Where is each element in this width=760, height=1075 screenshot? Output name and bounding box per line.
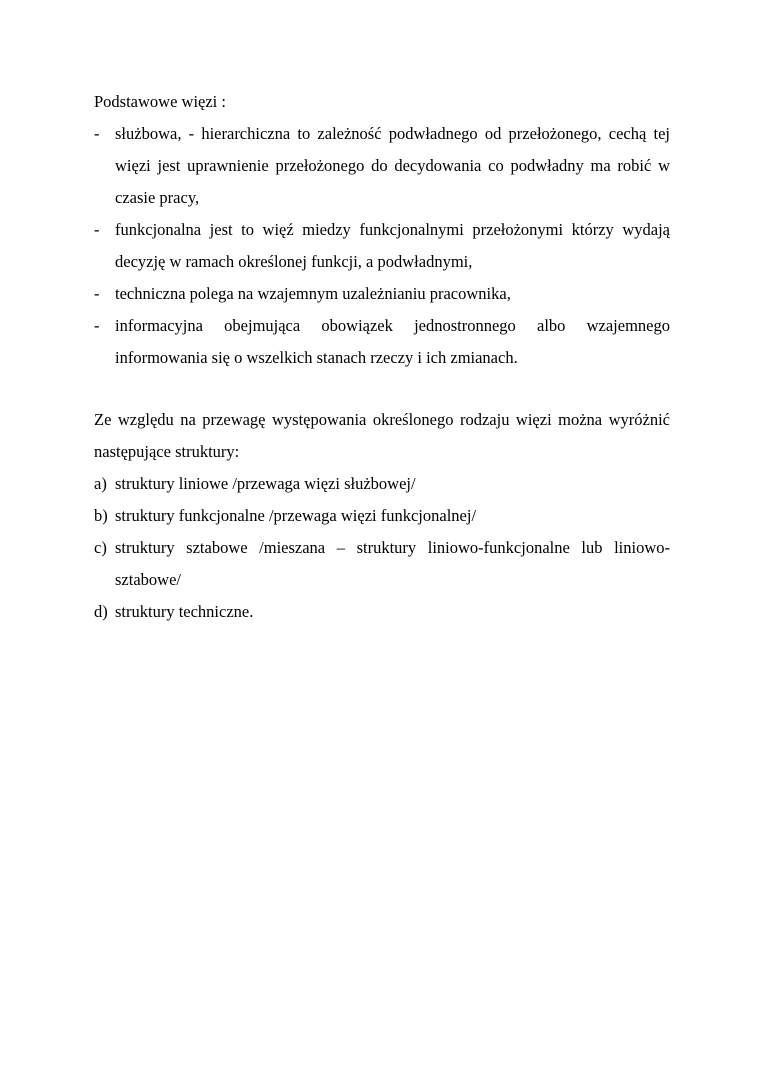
list-item	[94, 500, 670, 532]
dash-marker: -	[94, 124, 100, 143]
list-item	[94, 596, 670, 628]
intro-line: Podstawowe więzi :	[94, 92, 226, 111]
list-item-text: techniczna polega na wzajemnym uzależnianiu pracownika,	[115, 284, 511, 303]
list-item-text: informacyjna obejmująca obowiązek jednostronnego albo wzajemnego informowania się o wszelkich stanach rzeczy i ich zmianach.	[115, 316, 670, 367]
letter-list	[94, 468, 670, 628]
letter-marker: a)	[94, 474, 107, 493]
dash-marker: -	[94, 284, 100, 303]
list-item-text: struktury techniczne.	[115, 602, 254, 621]
letter-marker: d)	[94, 602, 108, 621]
list-item	[94, 310, 670, 374]
list-item	[94, 118, 670, 214]
list-item-text: struktury sztabowe /mieszana – struktury liniowo-funkcjonalne lub liniowo-sztabowe/	[115, 538, 670, 589]
list-item-text: struktury funkcjonalne /przewaga więzi funkcjonalnej/	[115, 506, 477, 525]
dash-marker: -	[94, 316, 100, 335]
list-item-text: służbowa, - hierarchiczna to zależność podwładnego od przełożonego, cechą tej więzi jest uprawnienie przełożonego do decydowania co podwładny ma robić w czasie pracy,	[115, 124, 670, 207]
list-item	[94, 468, 670, 500]
list-item	[94, 214, 670, 278]
list-item	[94, 532, 670, 596]
list-item-text: struktury liniowe /przewaga więzi służbowej/	[115, 474, 416, 493]
letter-marker: c)	[94, 538, 107, 557]
list-item	[94, 278, 670, 310]
list-item-text: funkcjonalna jest to więź miedzy funkcjonalnymi przełożonymi którzy wydają decyzję w ramach określonej funkcji, a podwładnymi,	[115, 220, 670, 271]
dash-list	[94, 118, 670, 374]
paragraph: Ze względu na przewagę występowania określonego rodzaju więzi można wyróżnić następujące struktury:	[94, 410, 670, 461]
dash-marker: -	[94, 220, 100, 239]
letter-marker: b)	[94, 506, 108, 525]
